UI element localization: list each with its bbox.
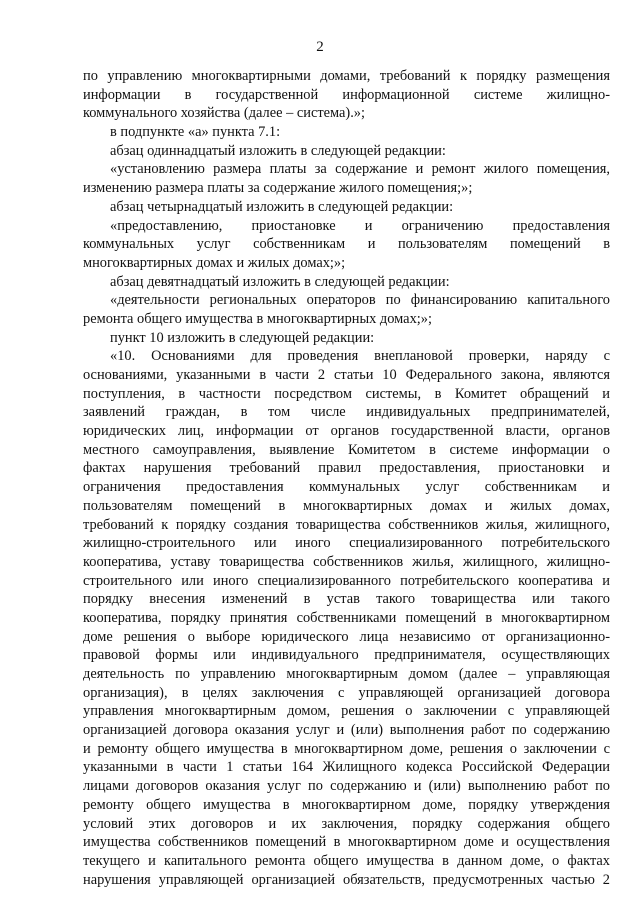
text-line: деятельность по управлению многоквартирным домом (далее – управляющая [83, 666, 610, 682]
text-line: ограничения предоставления коммунальных услуг собственникам и [83, 479, 610, 496]
document-body [83, 67, 610, 889]
text-line: условий этих договоров и их заключения, порядку содержания общего [83, 815, 610, 832]
text-line: организация), в целях заключения с управляющей организацией договора [83, 684, 610, 701]
text-line: «10. Основаниями для проведения внеплановой проверки, наряду с [110, 348, 610, 365]
text-line: требований к порядку создания товарищества собственников жилья, жилищного, [83, 516, 610, 533]
text-line: порядку внесения изменений в устав такого товарищества или такого [83, 591, 610, 608]
text-line: местного самоуправления, выявление Комитетом в системе информации о [83, 441, 610, 458]
text-line: нарушения управляющей организацией обязательств, предусмотренных частью 2 [83, 871, 610, 888]
text-line: изменению размера платы за содержание жилого помещения;»; [83, 180, 473, 197]
text-line: абзац одиннадцатый изложить в следующей редакции: [110, 142, 446, 159]
text-line: строительного или иного специализированного потребительского кооператива и [83, 572, 610, 589]
text-line: в подпункте «а» пункта 7.1: [110, 124, 281, 141]
page-number: 2 [316, 39, 324, 55]
text-line: имущества собственников помещений в многоквартирном доме и осуществления [83, 834, 610, 851]
text-line: коммунальных услуг собственникам и пользователям помещений в [83, 236, 610, 253]
text-line: текущего и капитального ремонта общего имущества в данном доме, о фактах [83, 852, 610, 869]
text-line: многоквартирных домах и жилых домах;»; [83, 254, 346, 271]
text-line: правовой формы или индивидуального предпринимателя, осуществляющих [83, 647, 610, 664]
text-line: кооператива, порядку принятия собственниками помещений в многоквартирном [83, 609, 610, 626]
text-line: основаниями, указанными в части 2 статьи 10 Федерального закона, являются [83, 367, 610, 383]
text-line: «предоставлению, приостановке и ограничению предоставления [110, 217, 610, 234]
text-line: фактах нарушения требований правил предоставления, приостановки и [83, 460, 610, 477]
text-line: информации в государственной информационной системе жилищно- [83, 86, 610, 103]
text-line: организацией договора оказания услуг и (или) выполнения работ по содержанию [83, 722, 610, 739]
text-line: пункт 10 изложить в следующей редакции: [110, 329, 375, 346]
text-line: лицами договоров оказания услуг по содержанию и (или) выполнению работ по [83, 778, 610, 795]
text-line: «установлению размера платы за содержание и ремонт жилого помещения, [110, 161, 610, 178]
text-line: жилищно-строительного или иного специализированного потребительского [83, 535, 610, 552]
text-line: по управлению многоквартирными домами, требований к порядку размещения [83, 68, 610, 84]
text-line: и ремонту общего имущества в многоквартирном доме, решения о заключении с [83, 740, 610, 757]
text-line: «деятельности региональных операторов по финансированию капитального [110, 292, 610, 309]
text-line: пользователям помещений в многоквартирных домах и жилых домах, [83, 497, 610, 514]
text-line: заявлений граждан, в том числе индивидуальных предпринимателей, [83, 404, 610, 421]
text-line: ремонта общего имущества в многоквартирных домах;»; [83, 310, 432, 327]
text-line: указанными в части 1 статьи 164 Жилищного кодекса Российской Федерации [83, 759, 610, 776]
text-line: кооператива, уставу товарищества собственников жилья, жилищного, жилищно- [83, 553, 610, 570]
text-line: ремонту общего имущества в многоквартирном доме, порядку утверждения [83, 796, 610, 813]
text-line: коммунального хозяйства (далее – система).»; [83, 105, 366, 122]
text-line: управления многоквартирным домом, решения о заключении с управляющей [83, 703, 610, 720]
text-line: абзац девятнадцатый изложить в следующей редакции: [110, 273, 450, 290]
text-line: абзац четырнадцатый изложить в следующей редакции: [110, 198, 454, 215]
text-line: юридических лиц, информации от органов государственной власти, органов [83, 423, 610, 440]
text-line: доме решения о выборе юридического лица независимо от организационно- [83, 628, 610, 645]
text-line: поступления, в частности посредством системы, в Комитет обращений и [83, 385, 610, 402]
